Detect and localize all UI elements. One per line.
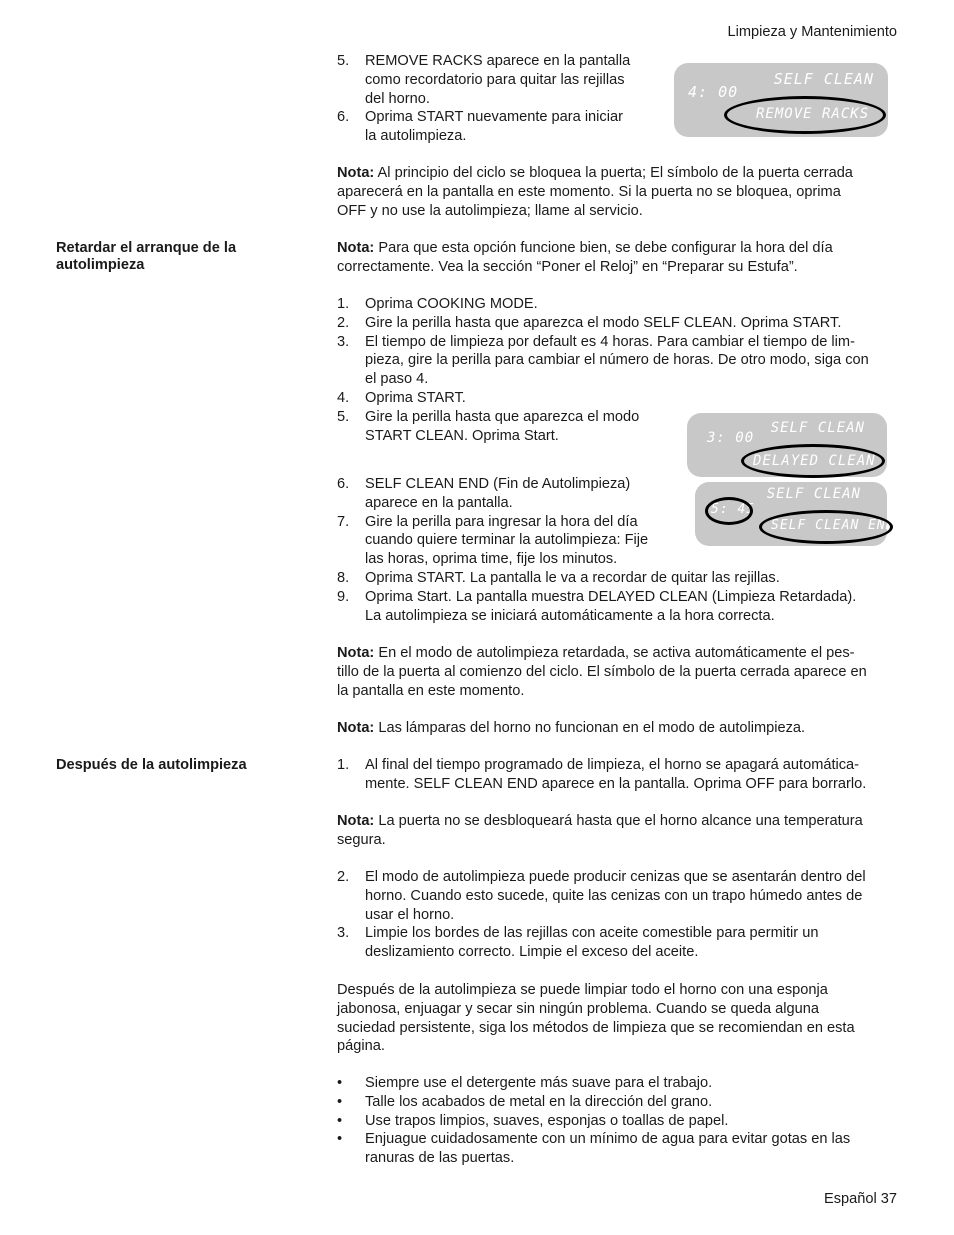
running-header: Limpieza y Mantenimiento	[727, 24, 897, 40]
note-text: Las lámparas del horno no funcionan en el modo de autolimpieza.	[374, 720, 806, 736]
note-clock-setting	[337, 239, 907, 277]
step-number: 6.	[337, 476, 350, 492]
list-item-text: Enjuague cuidadosamente con un mínimo de agua para evitar gotas en las	[365, 1131, 851, 1148]
step-line: deslizamiento correcto. Limpie el exceso del aceite.	[365, 944, 699, 961]
highlight-ring-time	[705, 497, 756, 525]
highlight-ring-message	[759, 510, 893, 544]
step-line: Oprima START.	[365, 389, 466, 406]
step-line: mente. SELF CLEAN END aparece en la pantalla. Oprima OFF para borrarlo.	[365, 775, 867, 792]
step-line: usar el horno.	[365, 906, 455, 923]
paragraph-after-clean	[337, 981, 907, 1056]
paragraph-line: Después de la autolimpieza se puede limpiar todo el horno con una esponja	[337, 982, 828, 998]
step-1	[337, 756, 912, 794]
step-number: 1.	[337, 757, 350, 773]
oven-display-self-clean-end	[695, 482, 895, 546]
note-text: segura.	[337, 831, 386, 848]
step-line: horno. Cuando esto sucede, quite las cenizas con un trapo húmedo antes de	[365, 887, 863, 904]
list-item-text: Talle los acabados de metal en la dirección del grano.	[365, 1093, 713, 1110]
step-number: 1.	[337, 296, 350, 312]
list-item-text: Use trapos limpios, suaves, esponjas o toallas de papel.	[365, 1112, 729, 1129]
note-text: Al principio del ciclo se bloquea la puerta; El símbolo de la puerta cerrada	[374, 165, 853, 181]
step-line: Oprima START. La pantalla le va a recordar de quitar las rejillas.	[365, 569, 780, 586]
list-item	[337, 1130, 907, 1168]
step-line: El modo de autolimpieza puede producir cenizas que se asentarán dentro del	[365, 869, 866, 885]
steps-remove-racks	[337, 52, 667, 146]
note-text: Para que esta opción funcione bien, se debe configurar la hora del día	[374, 240, 833, 256]
display-time: 3: 00	[707, 430, 755, 446]
step-line: La autolimpieza se iniciará automáticamente a la hora correcta.	[365, 607, 775, 624]
step-line: Gire la perilla hasta que aparezca el modo	[365, 408, 640, 425]
step-9	[337, 588, 907, 626]
step-number: 6.	[337, 109, 350, 126]
note-door-lock	[337, 164, 907, 220]
paragraph-line: página.	[337, 1038, 385, 1055]
note-text: tillo de la puerta al comienzo del ciclo. El símbolo de la puerta cerrada aparece en	[337, 663, 867, 680]
step-line: el paso 4.	[365, 371, 429, 388]
bullet: •	[337, 1131, 343, 1148]
step-line: las horas, oprima time, fije los minutos.	[365, 551, 618, 568]
note-label: Nota:	[337, 165, 375, 181]
oven-display-remove-racks	[674, 63, 888, 137]
step-line: Gire la perilla para ingresar la hora del día	[365, 513, 638, 530]
step-line: Limpie los bordes de las rejillas con aceite comestible para permitir un	[365, 925, 819, 942]
step-4	[337, 389, 907, 408]
note-label: Nota:	[337, 645, 375, 661]
highlight-ring	[741, 444, 885, 478]
display-time: 4: 00	[688, 83, 739, 101]
display-mode: SELF CLEAN	[773, 70, 874, 88]
note-label: Nota:	[337, 720, 375, 736]
step-number: 3.	[337, 925, 350, 942]
note-text: aparecerá en la pantalla en este momento. Si la puerta no se bloquea, oprima	[337, 183, 841, 200]
heading-line: Retardar el arranque de la	[56, 240, 237, 256]
heading-line: autolimpieza	[56, 257, 145, 273]
list-item	[337, 1093, 907, 1112]
step-6	[337, 108, 667, 146]
step-5	[337, 52, 667, 108]
section-heading-after-clean: Después de la autolimpieza	[56, 757, 247, 773]
step-number: 8.	[337, 569, 350, 586]
step-number: 9.	[337, 588, 350, 605]
step-line: START CLEAN. Oprima Start.	[365, 427, 559, 444]
note-lamps	[337, 719, 907, 738]
note-delayed-lock	[337, 644, 907, 700]
display-mode: SELF CLEAN	[770, 420, 865, 436]
steps-after-clean-cont	[337, 868, 907, 962]
step-2	[337, 314, 907, 333]
step-number: 5.	[337, 53, 350, 69]
note-label: Nota:	[337, 813, 375, 829]
step-number: 3.	[337, 333, 350, 350]
note-text: La puerta no se desbloqueará hasta que el horno alcance una temperatura	[374, 813, 863, 829]
paragraph-line: jabonosa, enjuagar y secar sin ningún problema. Cuando se queda alguna	[337, 1000, 819, 1017]
bullet: •	[337, 1093, 343, 1110]
step-line: Oprima COOKING MODE.	[365, 296, 538, 312]
paragraph-line: suciedad persistente, siga los métodos de limpieza que se recomiendan en esta	[337, 1019, 855, 1036]
step-8	[337, 569, 907, 588]
step-line: Gire la perilla hasta que aparezca el modo SELF CLEAN. Oprima START.	[365, 314, 842, 331]
step-line: Oprima START nuevamente para iniciar	[365, 109, 623, 126]
step-1	[337, 295, 907, 314]
step-2	[337, 868, 907, 924]
display-time: 5: 45	[711, 502, 756, 517]
display-message: SELF CLEAN END	[771, 518, 895, 533]
step-line: SELF CLEAN END (Fin de Autolimpieza)	[365, 476, 631, 492]
step-number: 2.	[337, 869, 350, 885]
list-item-text: Siempre use el detergente más suave para el trabajo.	[365, 1075, 713, 1091]
note-text: correctamente. Vea la sección “Poner el Reloj” en “Preparar su Estufa”.	[337, 258, 798, 275]
step-3	[337, 924, 907, 962]
step-line: del horno.	[365, 90, 430, 107]
page-number: Español 37	[823, 1191, 897, 1207]
list-item-text: ranuras de las puertas.	[365, 1150, 515, 1167]
note-door-unlock	[337, 812, 907, 850]
step-line: Al final del tiempo programado de limpieza, el horno se apagará automática-	[365, 757, 860, 773]
step-line: Oprima Start. La pantalla muestra DELAYED CLEAN (Limpieza Retardada).	[365, 588, 857, 605]
step-line: cuando quiere terminar la autolimpieza: Fije	[365, 532, 649, 549]
list-item	[337, 1112, 907, 1131]
step-line: como recordatorio para quitar las rejillas	[365, 71, 625, 88]
step-number: 4.	[337, 389, 350, 406]
highlight-ring	[724, 96, 886, 134]
step-3	[337, 333, 907, 389]
note-text: OFF y no use la autolimpieza; llame al servicio.	[337, 202, 643, 219]
step-line: la autolimpieza.	[365, 128, 467, 145]
step-number: 5.	[337, 408, 350, 425]
step-line: aparece en la pantalla.	[365, 494, 513, 511]
note-text: la pantalla en este momento.	[337, 682, 525, 699]
display-message: REMOVE RACKS	[756, 106, 870, 122]
bullet: •	[337, 1112, 343, 1129]
step-line: El tiempo de limpieza por default es 4 horas. Para cambiar el tiempo de lim-	[365, 333, 855, 350]
note-text: En el modo de autolimpieza retardada, se activa automáticamente el pes-	[374, 645, 855, 661]
display-mode: SELF CLEAN	[766, 486, 861, 502]
step-line: REMOVE RACKS aparece en la pantalla	[365, 53, 631, 69]
bullet-list	[337, 1074, 907, 1168]
note-label: Nota:	[337, 240, 375, 256]
step-line: pieza, gire la perilla para cambiar el número de horas. De otro modo, siga con	[365, 352, 869, 369]
list-item	[337, 1074, 907, 1093]
oven-display-delayed-clean	[687, 413, 887, 477]
step-number: 7.	[337, 513, 350, 530]
bullet: •	[337, 1075, 343, 1091]
display-message: DELAYED CLEAN	[753, 453, 876, 469]
steps-after-clean	[337, 756, 912, 794]
section-heading-delayed-start	[56, 240, 306, 274]
step-number: 2.	[337, 314, 350, 331]
